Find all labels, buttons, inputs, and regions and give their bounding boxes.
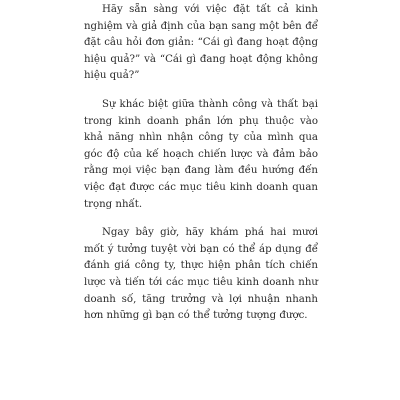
paragraph-1: Hãy sẵn sàng với việc đặt tất cả kinh nghiệm và giả định của bạn sang một bên để đặt câu hỏi đơn giản: “Cái gì đang hoạt động hiệu quả?” và “Cái gì đang hoạt động không hiệu quả?” — [84, 4, 318, 82]
body-text — [84, 2, 318, 337]
paragraph-3: Ngay bây giờ, hãy khám phá hai mươi mốt ý tưởng tuyệt vời bạn có thể áp dụng để đánh giá công ty, thực hiện phân tích chiến lược và tiến tới các mục tiêu kinh doanh như doanh số, tăng trưởng và lợi nhuận nhanh hơn những gì bạn có thể tưởng tượng được. — [84, 227, 318, 322]
paragraph-2: Sự khác biệt giữa thành công và thất bại trong kinh doanh phần lớn phụ thuộc vào khả năng nhìn nhận công ty của mình qua góc độ của kế hoạch chiến lược và đảm bảo rằng mọi việc bạn đang làm đều hướng đến việc đạt được các mục tiêu kinh doanh quan trọng nhất. — [84, 98, 318, 210]
